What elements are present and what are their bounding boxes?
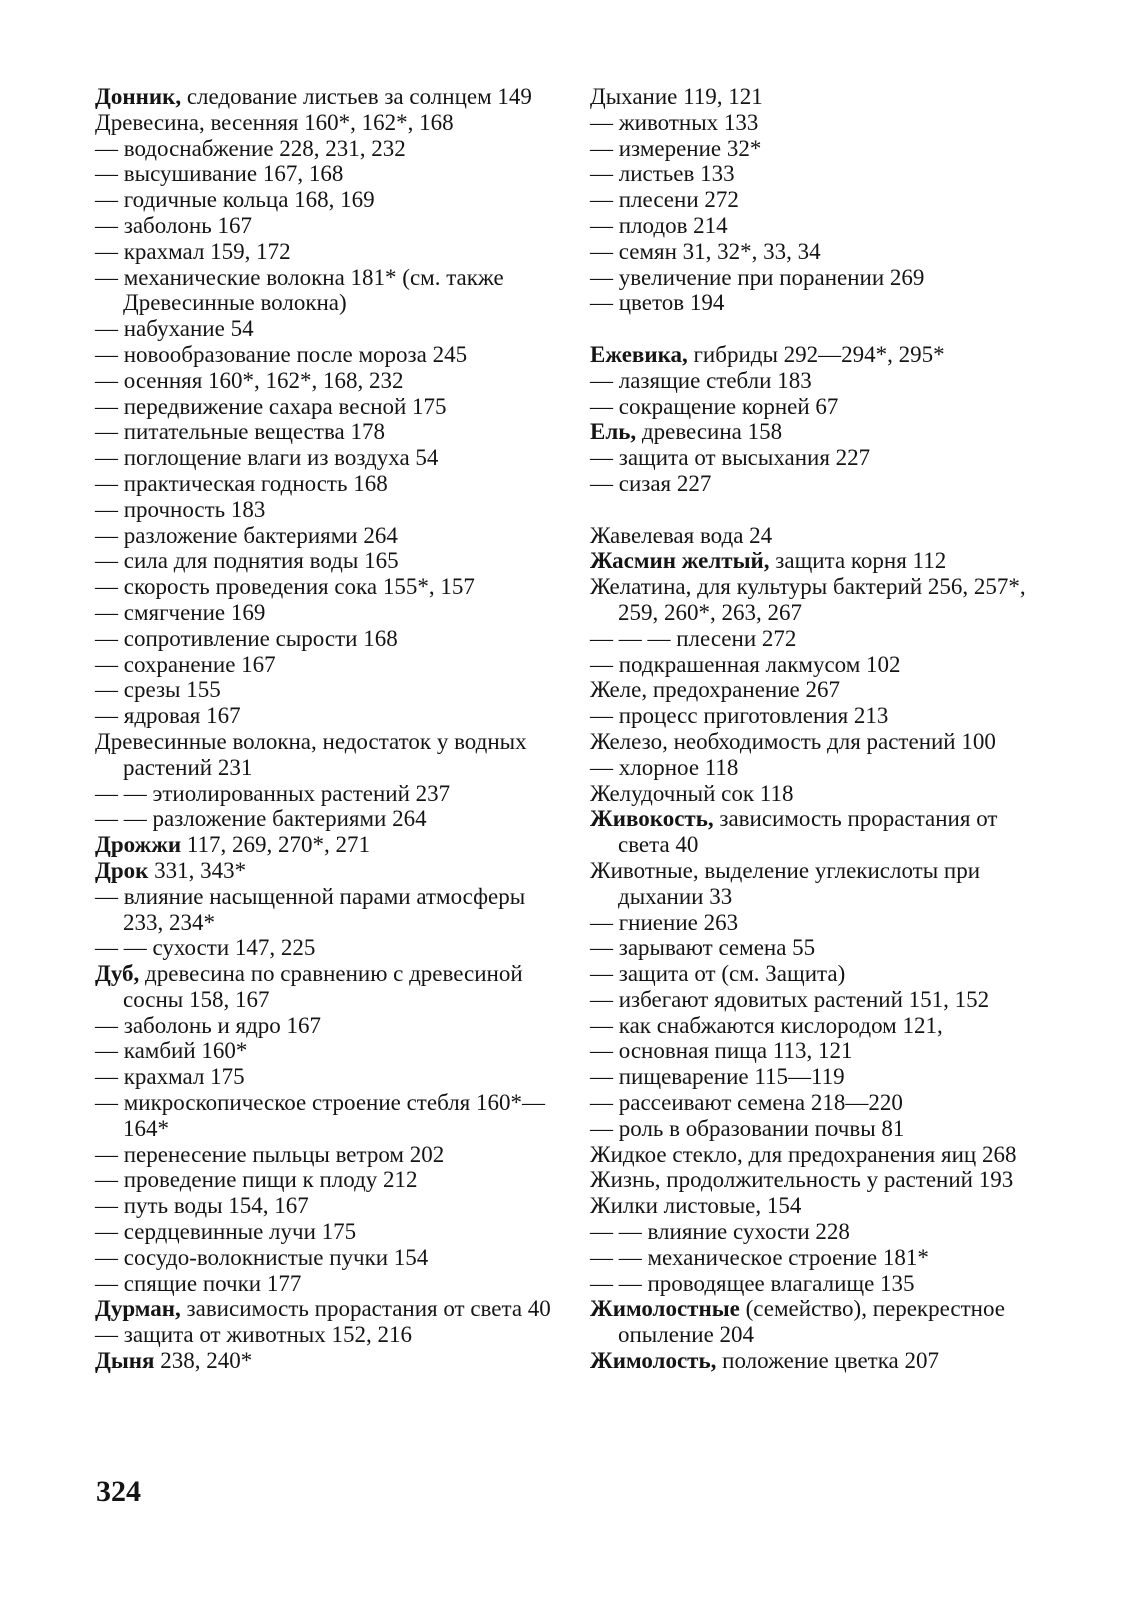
index-entry: [590, 1013, 1052, 1039]
index-entry-text: — защита от высыхания 227: [590, 445, 871, 471]
index-entry: [590, 652, 1052, 678]
index-entry-text: Жидкое стекло, для предохранения яиц 268: [590, 1141, 1017, 1167]
index-entry: [590, 626, 1052, 652]
index-entry-text: — цветов 194: [590, 290, 725, 316]
index-entry-text: — механические волокна 181* (см. также Древесинные волокна): [95, 264, 504, 316]
index-entry: [95, 1219, 555, 1245]
index-entry: [95, 84, 555, 110]
index-entry-text: — плесени 272: [590, 187, 739, 213]
index-entry-text: — заболонь 167: [95, 212, 252, 238]
index-entry-text: 238, 240*: [154, 1348, 253, 1374]
index-entry-text: — процесс приготовления 213: [590, 703, 889, 729]
index-entry: [590, 1167, 1052, 1193]
index-entry-text: — влияние насыщенной парами атмосферы 233, 234*: [95, 883, 526, 935]
index-entry: [590, 419, 1052, 445]
index-entry: [590, 1245, 1052, 1271]
index-entry: [590, 445, 1052, 471]
index-entry: [590, 523, 1052, 549]
index-entry-text: — рассеивают семена 218—220: [590, 1090, 903, 1116]
index-entry: [590, 548, 1052, 574]
index-headword: Дуб,: [95, 961, 140, 987]
index-entry-text: положение цветка 207: [716, 1348, 940, 1374]
index-entry: [95, 1038, 555, 1064]
index-entry: [95, 265, 555, 317]
index-entry-text: — микроскопическое строение стебля 160*—164*: [95, 1090, 546, 1141]
index-headword: Дрок: [95, 857, 149, 883]
index-entry-text: — водоснабжение 228, 231, 232: [95, 135, 406, 161]
index-entry: [590, 187, 1052, 213]
index-entry-text: зависимость прорастания от света 40: [618, 806, 998, 858]
index-entry: [95, 239, 555, 265]
index-entry-text: — подкрашенная лакмусом 102: [590, 651, 901, 677]
index-entry-text: Желе, предохранение 267: [590, 677, 840, 703]
index-entry-text: — избегают ядовитых растений 151, 152: [590, 986, 990, 1012]
index-entry-text: Древесина, весенняя 160*, 162*, 168: [95, 109, 454, 135]
index-entry-text: — набухание 54: [95, 316, 254, 342]
index-headword: Жимолость,: [590, 1348, 717, 1374]
index-headword: Дурман,: [95, 1296, 181, 1322]
index-entry-text: Дыхание 119, 121: [590, 84, 763, 109]
index-entry-text: — плодов 214: [590, 212, 728, 238]
index-entry-text: — проведение пищи к плоду 212: [95, 1167, 418, 1193]
index-entry-text: — практическая годность 168: [95, 470, 388, 496]
index-entry-text: — — разложение бактериями 264: [95, 806, 427, 832]
index-entry: [590, 342, 1052, 368]
index-entry-text: Жизнь, продолжительность у растений 193: [590, 1167, 1014, 1193]
index-entry-text: — камбий 160*: [95, 1038, 248, 1064]
index-entry: [95, 523, 555, 549]
index-entry: [590, 84, 1052, 110]
index-entry-text: — хлорное 118: [590, 754, 739, 780]
index-entry: [590, 1116, 1052, 1142]
index-entry-text: — сокращение корней 67: [590, 393, 839, 419]
index-entry-text: — — механическое строение 181*: [590, 1244, 929, 1270]
index-entry: [95, 1348, 555, 1374]
index-entry-text: — сила для поднятия воды 165: [95, 548, 399, 574]
index-entry: [590, 1219, 1052, 1245]
index-entry: [95, 471, 555, 497]
index-entry: [590, 677, 1052, 703]
index-entry-text: — защита от (см. Защита): [590, 961, 846, 987]
index-headword: Ежевика,: [590, 341, 688, 367]
index-entry: [590, 239, 1052, 265]
index-entry: [95, 1193, 555, 1219]
index-headword: Жасмин желтый,: [590, 548, 770, 574]
index-entry-text: — пищеварение 115—119: [590, 1064, 845, 1090]
index-entry: [95, 419, 555, 445]
index-entry-text: — животных 133: [590, 109, 759, 135]
index-entry-text: — перенесение пыльцы ветром 202: [95, 1141, 445, 1167]
index-entry-text: зависимость прорастания от света 40: [180, 1296, 551, 1322]
index-entry: [95, 832, 555, 858]
index-entry-text: — лазящие стебли 183: [590, 367, 812, 393]
page-number: 324: [96, 1475, 141, 1508]
index-entry-text: — увеличение при поранении 269: [590, 264, 925, 290]
index-entry: [95, 1064, 555, 1090]
index-entry: [590, 858, 1052, 910]
index-entry-text: гибриды 292—294*, 295*: [687, 341, 945, 367]
index-entry-text: Желудочный сок 118: [590, 780, 794, 806]
index-entry: [95, 935, 555, 961]
index-entry: [590, 1090, 1052, 1116]
index-entry: [95, 703, 555, 729]
index-entry-text: — сосудо-волокнистые пучки 154: [95, 1244, 429, 1270]
index-entry: [590, 961, 1052, 987]
index-entry-text: — осенняя 160*, 162*, 168, 232: [95, 367, 404, 393]
index-entry: [590, 703, 1052, 729]
index-entry: [590, 1038, 1052, 1064]
index-entry: [95, 1296, 555, 1322]
index-entry-text: — основная пища 113, 121: [590, 1038, 853, 1064]
index-entry: [95, 652, 555, 678]
index-entry-text: — листьев 133: [590, 161, 735, 187]
index-entry: [95, 187, 555, 213]
index-entry-text: — сопротивление сырости 168: [95, 625, 398, 651]
index-entry: [590, 755, 1052, 781]
index-entry-text: Жавелевая вода 24: [590, 522, 773, 548]
index-entry: [95, 136, 555, 162]
index-entry-text: — смягчение 169: [95, 599, 266, 625]
index-entry-text: — как снабжаются кислородом 121,: [590, 1012, 943, 1038]
index-entry-text: — питательные вещества 178: [95, 419, 385, 445]
index-entry-text: — защита от животных 152, 216: [95, 1322, 413, 1348]
index-entry: [590, 368, 1052, 394]
index-entry: [95, 110, 555, 136]
index-entry-text: — поглощение влаги из воздуха 54: [95, 445, 439, 471]
index-entry: [590, 574, 1052, 626]
index-entry-text: — высушивание 167, 168: [95, 161, 344, 187]
index-entry-text: — — — плесени 272: [590, 625, 797, 651]
index-entry-text: — крахмал 159, 172: [95, 238, 291, 264]
index-entry-text: — передвижение сахара весной 175: [95, 393, 447, 419]
index-entry: [95, 961, 555, 1013]
index-entry-text: — новообразование после мороза 245: [95, 341, 468, 367]
index-entry: [95, 342, 555, 368]
index-entry: [590, 1142, 1052, 1168]
index-entry-text: — разложение бактериями 264: [95, 522, 398, 548]
index-entry: [95, 445, 555, 471]
index-headword: Донник,: [95, 84, 182, 109]
index-entry-text: 331, 343*: [148, 857, 247, 883]
index-column-left: [95, 84, 555, 1374]
index-entry-text: — измерение 32*: [590, 135, 762, 161]
index-entry: [95, 497, 555, 523]
index-entry-text: — спящие почки 177: [95, 1270, 302, 1296]
index-entry-text: — сизая 227: [590, 470, 712, 496]
index-entry: [95, 806, 555, 832]
index-entry: [95, 1167, 555, 1193]
index-headword: Дыня: [95, 1348, 155, 1374]
index-entry: [590, 290, 1052, 316]
index-headword: Живокость,: [590, 806, 714, 832]
index-entry-text: Животные, выделение углекислоты при дыхании 33: [590, 857, 981, 909]
index-entry-text: — гниение 263: [590, 909, 739, 935]
index-entry-text: (семейство), перекрестное опыление 204: [618, 1296, 1005, 1348]
index-entry-text: — ядровая 167: [95, 703, 241, 729]
index-entry: [590, 1064, 1052, 1090]
index-entry-text: — сохранение 167: [95, 651, 276, 677]
index-entry: [590, 394, 1052, 420]
index-entry: [95, 368, 555, 394]
index-entry: [590, 1348, 1052, 1374]
index-entry-text: Желатина, для культуры бактерий 256, 257*, 259, 260*, 263, 267: [590, 574, 1026, 625]
index-entry-text: — — этиолированных растений 237: [95, 780, 451, 806]
index-entry: [95, 626, 555, 652]
index-entry-text: — семян 31, 32*, 33, 34: [590, 238, 821, 264]
index-entry: [95, 1090, 555, 1142]
index-entry-text: — скорость проведения сока 155*, 157: [95, 574, 475, 600]
index-entry: [590, 910, 1052, 936]
index-entry: [590, 781, 1052, 807]
index-entry-text: — роль в образовании почвы 81: [590, 1115, 905, 1141]
index-entry: [590, 265, 1052, 291]
index-entry: [95, 394, 555, 420]
index-entry: [590, 729, 1052, 755]
index-entry-text: — сердцевинные лучи 175: [95, 1219, 357, 1245]
index-entry-text: — годичные кольца 168, 169: [95, 187, 375, 213]
index-entry: [95, 1271, 555, 1297]
index-headword: Дрожжи: [95, 832, 182, 858]
index-entry-text: — путь воды 154, 167: [95, 1193, 309, 1219]
index-entry-text: Жилки листовые, 154: [590, 1193, 802, 1219]
index-entry: [95, 548, 555, 574]
index-entry: [590, 110, 1052, 136]
index-entry-text: Железо, необходимость для растений 100: [590, 728, 996, 754]
index-entry-text: древесина по сравнению с древесиной сосны 158, 167: [123, 961, 523, 1012]
index-entry: [590, 987, 1052, 1013]
index-entry: [95, 858, 555, 884]
index-entry: [95, 213, 555, 239]
index-entry: [590, 1271, 1052, 1297]
index-entry: [590, 935, 1052, 961]
index-entry: [590, 1296, 1052, 1348]
index-entry: [95, 884, 555, 936]
index-entry-text: — срезы 155: [95, 677, 221, 703]
index-entry: [590, 471, 1052, 497]
index-entry-text: следование листьев за солнцем 149: [181, 84, 532, 109]
index-entry: [95, 729, 555, 781]
index-entry: [95, 1013, 555, 1039]
index-column-right: [590, 84, 1052, 1374]
index-entry: [95, 161, 555, 187]
index-entry-text: 117, 269, 270*, 271: [181, 832, 371, 858]
index-entry: [95, 677, 555, 703]
index-entry: [95, 1322, 555, 1348]
index-headword: Ель,: [590, 419, 637, 445]
index-headword: Жимолостные: [590, 1296, 740, 1322]
index-entry: [590, 161, 1052, 187]
index-entry-text: — заболонь и ядро 167: [95, 1012, 322, 1038]
index-entry: [95, 316, 555, 342]
index-entry-text: Древесинные волокна, недостаток у водных растений 231: [95, 728, 527, 780]
index-entry-text: — крахмал 175: [95, 1064, 245, 1090]
index-entry-text: древесина 158: [636, 419, 783, 445]
index-entry: [590, 213, 1052, 239]
index-entry-text: — зарывают семена 55: [590, 935, 816, 961]
index-entry: [590, 136, 1052, 162]
index-entry: [95, 600, 555, 626]
index-entry: [95, 1142, 555, 1168]
index-entry-text: — прочность 183: [95, 496, 266, 522]
index-entry: [95, 574, 555, 600]
index-entry-text: — — влияние сухости 228: [590, 1219, 850, 1245]
index-entry-text: защита корня 112: [769, 548, 947, 574]
index-entry: [590, 806, 1052, 858]
index-entry: [95, 1245, 555, 1271]
index-entry: [590, 1193, 1052, 1219]
index-entry-text: — — сухости 147, 225: [95, 935, 316, 961]
index-entry-text: — — проводящее влагалище 135: [590, 1270, 915, 1296]
index-entry: [95, 781, 555, 807]
